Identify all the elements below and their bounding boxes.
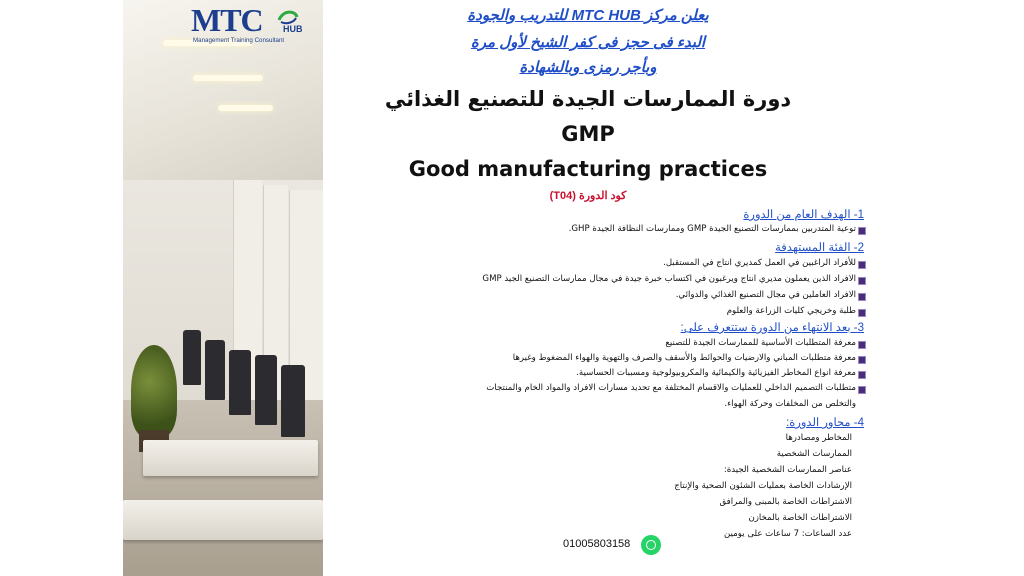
section-audience-heading: 2- الفئة المستهدفة [775, 242, 864, 254]
audience-item: طلبة وخريجي كليات الزراعة والعلوم [726, 306, 856, 316]
course-abbreviation: GMP [561, 122, 615, 146]
course-code: كود الدورة (T04) [549, 190, 627, 202]
section-outcomes-heading: 3- بعد الانتهاء من الدورة ستتعرف على: [680, 322, 864, 334]
bullet-icon [858, 371, 866, 379]
outcome-item: معرفة انواع المخاطر الفيزيائية والكيمائية والمكروبيولوجية ومسببات الحساسية. [576, 368, 856, 378]
flyer-slide [123, 0, 894, 576]
bullet-icon [858, 277, 866, 285]
plant [131, 345, 177, 437]
audience-item: الافراد الذين يعملون مديري انتاج ويرغبون في اكتساب خبرة جيدة في مجال ممارسات التصنيع الجيد GMP [482, 274, 856, 284]
logo-hub: HUB [283, 24, 303, 34]
announcement-line-1: يعلن مركز MTC HUB للتدريب والجودة [467, 7, 709, 24]
mtc-hub-logo [191, 4, 311, 42]
bullet-icon [858, 386, 866, 394]
bullet-icon [858, 341, 866, 349]
topic-item: الإرشادات الخاصة بعمليات الشئون الصحية والإنتاج [674, 481, 852, 491]
logo-wordmark: MTC [191, 2, 263, 38]
course-title-english: Good manufacturing practices [408, 157, 768, 181]
bullet-icon [858, 227, 866, 235]
audience-item: للأفراد الراغبين في العمل كمديري انتاج في المستقبل. [663, 258, 856, 268]
announcement-line-3: وبأجر رمزى وبالشهادة [519, 59, 657, 76]
bullet-icon [858, 293, 866, 301]
training-room-photo [123, 0, 323, 576]
bullet-icon [858, 309, 866, 317]
phone-number[interactable]: 01005803158 [563, 538, 631, 550]
bullet-icon [858, 356, 866, 364]
goal-item: توعية المتدربين بممارسات التصنيع الجيدة GMP وممارسات النظافة الجيدة GHP. [568, 224, 856, 234]
audience-item: الافراد العاملين في مجال التصنيع الغذائي والدوائي. [675, 290, 856, 300]
topic-item: عدد الساعات: 7 ساعات على يومين [724, 529, 852, 539]
outcome-continuation: والتخلص من المخلفات وحركة الهواء. [724, 399, 856, 409]
outcome-item: متطلبات التصميم الداخلي للعمليات والاقسام المختلفة مع تحديد مسارات الافراد والمواد الخام والمنتجات [486, 383, 856, 393]
topic-item: الاشتراطات الخاصة بالمبنى والمرافق [719, 497, 852, 507]
whatsapp-icon[interactable] [641, 535, 661, 555]
topic-item: الاشتراطات الخاصة بالمخازن [748, 513, 852, 523]
bullet-icon [858, 261, 866, 269]
section-topics-heading: 4- محاور الدورة: [786, 417, 864, 429]
outcome-item: معرفة المتطلبات الأساسية للممارسات الجيدة للتصنيع [665, 338, 856, 348]
course-title-arabic: دورة الممارسات الجيدة للتصنيع الغذائي [384, 87, 792, 111]
topic-item: الممارسات الشخصية [776, 449, 852, 459]
section-goal-heading: 1- الهدف العام من الدورة [743, 209, 864, 221]
outcome-item: معرفة متطلبات المباني والارضيات والحوائط والأسقف والصرف والتهوية والهواء المضغوط وغيرها [512, 353, 856, 363]
announcement-line-2: البدء فى حجز فى كفر الشيخ لأول مرة [470, 34, 706, 51]
logo-tagline: Management Training Consultant [193, 37, 285, 44]
topic-item: المخاطر ومصادرها [785, 433, 852, 443]
topic-item: عناصر الممارسات الشخصية الجيدة: [723, 465, 852, 475]
